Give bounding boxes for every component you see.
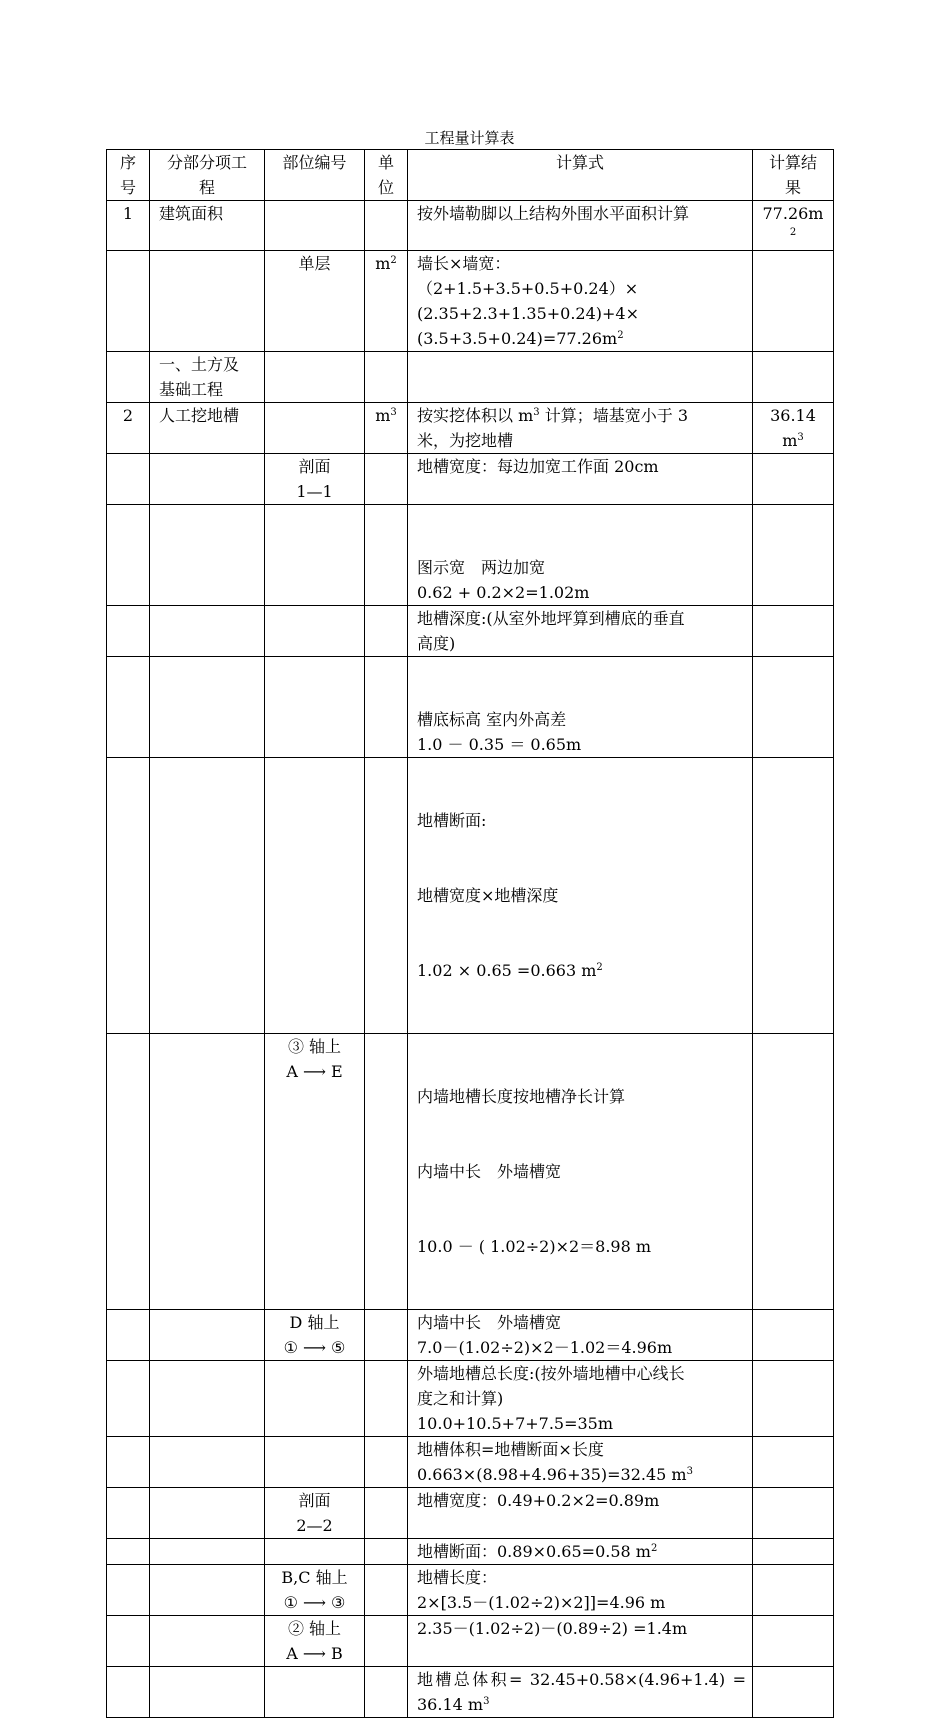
cell-item xyxy=(150,758,265,1034)
cell-unit xyxy=(365,1310,408,1361)
table-row xyxy=(107,1034,834,1310)
cell-item xyxy=(150,657,265,758)
cell-result xyxy=(753,1565,834,1616)
cell-formula: 内墙地槽长度按地槽净长计算 内墙中长 外墙槽宽 10.0 － ( 1.02÷2)×2＝8.98 m xyxy=(408,1034,753,1310)
cell-formula: 地槽断面: 地槽宽度×地槽深度 1.02 × 0.65 =0.663 $m^2$ xyxy=(408,758,753,1034)
cell-unit xyxy=(365,1667,408,1718)
table-row xyxy=(107,1667,834,1718)
table-row xyxy=(107,505,834,606)
cell-item: 建筑面积 xyxy=(150,201,265,251)
cell-result xyxy=(753,1616,834,1667)
cell-part: D 轴上 ① ⟶ ⑤ xyxy=(265,1310,365,1361)
cell-unit xyxy=(365,454,408,505)
cell-part xyxy=(265,758,365,1034)
cell-item xyxy=(150,1565,265,1616)
table-row xyxy=(107,454,834,505)
cell-part xyxy=(265,606,365,657)
cell-unit xyxy=(365,606,408,657)
table-row xyxy=(107,1565,834,1616)
cell-unit xyxy=(365,1565,408,1616)
cell-item xyxy=(150,1488,265,1539)
cell-result xyxy=(753,1488,834,1539)
cell-result xyxy=(753,1539,834,1565)
cell-result xyxy=(753,1667,834,1718)
cell-result xyxy=(753,1361,834,1437)
cell-part xyxy=(265,1667,365,1718)
table-header-row xyxy=(107,150,834,201)
cell-seq xyxy=(107,1565,150,1616)
cell-formula: 外墙地槽总长度:(按外墙地槽中心线长 度之和计算) 10.0+10.5+7+7.5=35m xyxy=(408,1361,753,1437)
cell-unit: $m^3$ xyxy=(365,403,408,454)
cell-formula: 2.35－(1.02÷2)－(0.89÷2) =1.4m xyxy=(408,1616,753,1667)
cell-item xyxy=(150,251,265,352)
cell-seq xyxy=(107,1616,150,1667)
header-unit: 单 位 xyxy=(365,150,408,201)
cell-unit xyxy=(365,1539,408,1565)
cell-seq: 2 xyxy=(107,403,150,454)
cell-item xyxy=(150,1437,265,1488)
cell-seq xyxy=(107,1034,150,1310)
cell-part: 单层 xyxy=(265,251,365,352)
table-row xyxy=(107,1310,834,1361)
table-row xyxy=(107,1437,834,1488)
cell-item xyxy=(150,1616,265,1667)
cell-item xyxy=(150,505,265,606)
cell-result xyxy=(753,1310,834,1361)
cell-seq xyxy=(107,352,150,403)
cell-result: 36.14 $m^3$ xyxy=(753,403,834,454)
table-row xyxy=(107,352,834,403)
cell-part xyxy=(265,201,365,251)
cell-formula: 图示宽 两边加宽 0.62 + 0.2×2=1.02m xyxy=(408,505,753,606)
cell-formula: 地槽深度:(从室外地坪算到槽底的垂直 高度) xyxy=(408,606,753,657)
cell-result xyxy=(753,454,834,505)
table-row xyxy=(107,403,834,454)
header-result: 计算结 果 xyxy=(753,150,834,201)
cell-result: 77.26m 2 xyxy=(753,201,834,251)
cell-part xyxy=(265,352,365,403)
table-row xyxy=(107,1616,834,1667)
cell-formula: 槽底标高 室内外高差 1.0 － 0.35 ＝ 0.65m xyxy=(408,657,753,758)
cell-item: 人工挖地槽 xyxy=(150,403,265,454)
header-formula: 计算式 xyxy=(408,150,753,201)
cell-formula: 按外墙勒脚以上结构外围水平面积计算 xyxy=(408,201,753,251)
table-row xyxy=(107,1488,834,1539)
cell-formula: 地槽总体积= 32.45+0.58×(4.96+1.4) = 36.14 $m^3$ xyxy=(408,1667,753,1718)
quantity-calculation-table xyxy=(106,149,834,1718)
cell-result xyxy=(753,352,834,403)
table-row xyxy=(107,1361,834,1437)
cell-item: 一、土方及 基础工程 xyxy=(150,352,265,403)
cell-result xyxy=(753,657,834,758)
cell-item xyxy=(150,606,265,657)
cell-result xyxy=(753,606,834,657)
cell-formula: 地槽宽度：0.49+0.2×2=0.89m xyxy=(408,1488,753,1539)
cell-item xyxy=(150,1034,265,1310)
cell-result xyxy=(753,758,834,1034)
cell-part: B,C 轴上 ① ⟶ ③ xyxy=(265,1565,365,1616)
table-row xyxy=(107,606,834,657)
table-row xyxy=(107,1539,834,1565)
cell-seq xyxy=(107,454,150,505)
cell-formula: 地槽断面：0.89×0.65=0.58 $m^2$ xyxy=(408,1539,753,1565)
cell-part xyxy=(265,505,365,606)
cell-unit xyxy=(365,352,408,403)
cell-seq xyxy=(107,1539,150,1565)
cell-result xyxy=(753,1437,834,1488)
cell-seq xyxy=(107,1310,150,1361)
header-part: 部位编号 xyxy=(265,150,365,201)
cell-part xyxy=(265,1539,365,1565)
cell-formula: 按实挖体积以 $m^3$ 计算；墙基宽小于 3 米，为挖地槽 xyxy=(408,403,753,454)
cell-formula: 地槽体积=地槽断面×长度 0.663×(8.98+4.96+35)=32.45 $m^3$ xyxy=(408,1437,753,1488)
cell-part: 剖面 2—2 xyxy=(265,1488,365,1539)
cell-part xyxy=(265,1437,365,1488)
cell-unit xyxy=(365,201,408,251)
cell-formula: 内墙中长 外墙槽宽 7.0－(1.02÷2)×2－1.02＝4.96m xyxy=(408,1310,753,1361)
cell-unit xyxy=(365,1361,408,1437)
cell-seq xyxy=(107,606,150,657)
cell-result xyxy=(753,251,834,352)
cell-item xyxy=(150,1361,265,1437)
cell-unit xyxy=(365,1034,408,1310)
cell-unit xyxy=(365,1488,408,1539)
cell-part: ② 轴上 A ⟶ B xyxy=(265,1616,365,1667)
cell-seq xyxy=(107,1488,150,1539)
cell-part: ③ 轴上 A ⟶ E xyxy=(265,1034,365,1310)
cell-item xyxy=(150,1310,265,1361)
cell-seq xyxy=(107,251,150,352)
cell-unit xyxy=(365,1437,408,1488)
cell-part xyxy=(265,1361,365,1437)
cell-seq: 1 xyxy=(107,201,150,251)
cell-result xyxy=(753,1034,834,1310)
cell-item xyxy=(150,1667,265,1718)
table-row xyxy=(107,201,834,251)
table-row xyxy=(107,251,834,352)
table-row xyxy=(107,657,834,758)
cell-unit xyxy=(365,1616,408,1667)
cell-formula xyxy=(408,352,753,403)
header-item: 分部分项工 程 xyxy=(150,150,265,201)
cell-item xyxy=(150,454,265,505)
cell-seq xyxy=(107,1667,150,1718)
cell-seq xyxy=(107,505,150,606)
cell-result xyxy=(753,505,834,606)
cell-seq xyxy=(107,657,150,758)
table-row xyxy=(107,758,834,1034)
cell-part xyxy=(265,403,365,454)
header-seq: 序 号 xyxy=(107,150,150,201)
cell-part xyxy=(265,657,365,758)
cell-unit: $m^2$ xyxy=(365,251,408,352)
cell-seq xyxy=(107,1437,150,1488)
cell-formula: 地槽长度： 2×[3.5－(1.02÷2)×2]]=4.96 m xyxy=(408,1565,753,1616)
cell-seq xyxy=(107,758,150,1034)
table-title: 工程量计算表 xyxy=(424,129,515,147)
cell-seq xyxy=(107,1361,150,1437)
cell-formula: 墙长×墙宽： （2+1.5+3.5+0.5+0.24）× (2.35+2.3+1.35+0.24)+4× $(3.5+3.5+0.24)=77.26m^2$ xyxy=(408,251,753,352)
cell-formula: 地槽宽度：每边加宽工作面 20cm xyxy=(408,454,753,505)
cell-part: 剖面 1—1 xyxy=(265,454,365,505)
cell-unit xyxy=(365,758,408,1034)
cell-unit xyxy=(365,505,408,606)
cell-item xyxy=(150,1539,265,1565)
cell-unit xyxy=(365,657,408,758)
